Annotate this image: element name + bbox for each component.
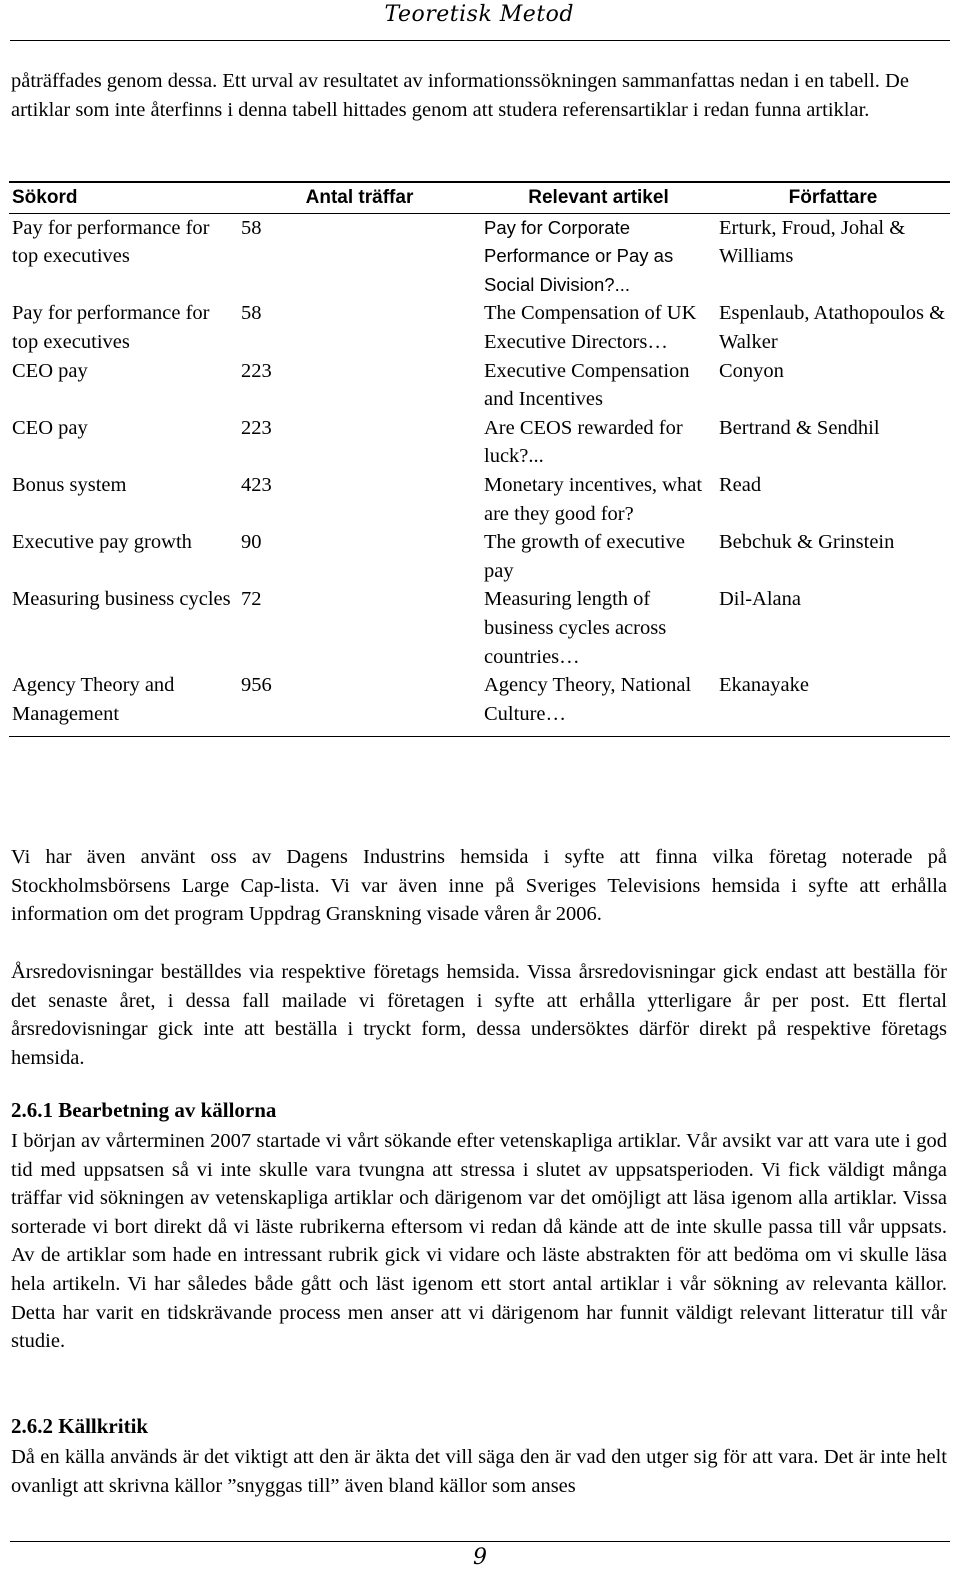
table-header-row bbox=[9, 182, 950, 213]
header-keyword: Sökord bbox=[9, 182, 238, 213]
cell-article: Measuring length of business cycles across countries… bbox=[484, 588, 667, 668]
cell-hits: 223 bbox=[241, 359, 272, 382]
paragraph-dagens-industri: Vi har även använt oss av Dagens Industrins hemsida i syfte att finna vilka företag noterade på Stockholmsbörsens Large Cap-lista. Vi var även inne på Sveriges Televisions hemsida i syfte att erhålla information om det program Uppdrag Granskning visade våren år 2006. bbox=[11, 846, 947, 926]
header-hits: Antal träffar bbox=[238, 182, 481, 213]
cell-keyword: CEO pay bbox=[12, 416, 88, 439]
section-heading-bearbetning: 2.6.1 Bearbetning av källorna bbox=[11, 1098, 277, 1122]
table-row bbox=[9, 585, 950, 671]
header-divider bbox=[10, 40, 950, 41]
cell-authors: Conyon bbox=[719, 359, 784, 382]
search-results-table bbox=[9, 181, 950, 737]
cell-hits: 90 bbox=[241, 531, 262, 554]
table-row bbox=[9, 414, 950, 471]
cell-hits: 72 bbox=[241, 588, 262, 611]
cell-authors: Erturk, Froud, Johal & Williams bbox=[719, 216, 906, 268]
table-row bbox=[9, 671, 950, 737]
cell-hits: 58 bbox=[241, 302, 262, 325]
cell-keyword: Pay for performance for top executives bbox=[12, 216, 210, 268]
cell-hits: 956 bbox=[238, 671, 481, 737]
header-article: Relevant artikel bbox=[481, 182, 716, 213]
intro-paragraph: påträffades genom dessa. Ett urval av resultatet av informationssökningen sammanfattas nedan i en tabell. De artiklar som inte återfinns i denna tabell hittades genom att studera referensartiklar i redan funna artiklar. bbox=[11, 70, 909, 121]
cell-article: Agency Theory, National Culture… bbox=[481, 671, 716, 737]
cell-article: Monetary incentives, what are they good for? bbox=[484, 473, 703, 525]
table-row bbox=[9, 528, 950, 585]
cell-article: The Compensation of UK Executive Directors… bbox=[484, 302, 697, 353]
cell-authors: Espenlaub, Atathopoulos & Walker bbox=[719, 302, 946, 353]
cell-keyword: Bonus system bbox=[12, 473, 127, 496]
cell-authors: Ekanayake bbox=[716, 671, 950, 737]
cell-hits: 58 bbox=[241, 216, 262, 239]
cell-authors: Bertrand & Sendhil bbox=[719, 416, 880, 439]
cell-keyword: Pay for performance for top executives bbox=[12, 302, 210, 353]
cell-keyword: Executive pay growth bbox=[12, 531, 192, 554]
cell-hits: 423 bbox=[241, 473, 272, 496]
paragraph-bearbetning: I början av vårterminen 2007 startade vi vårt sökande efter vetenskapliga artiklar. Vår avsikt var att vara ute i god tid med uppsatsen så vi inte skulle vara tvungna att stressa i slutet av uppsatsperioden. Vi fick väldigt många träffar vid sökningen av vetenskapliga artiklar och därigenom var det omöjligt att läsa igenom alla artiklar. Vissa sorterade vi bort direkt då vi läste rubrikerna eftersom vi redan då kände att de inte skulle passa till vår uppsats. Av de artiklar som hade en intressant rubrik gick vi vidare och läste abstrakten för att bedöma om vi skulle läsa hela artikeln. Vi har således både gått och läst igenom ett stort antal artiklar i vår sökning av relevanta källor. Detta har varit en tidskrävande process men anser att vi därigenom har funnit väldigt relevant litteratur till vår studie. bbox=[11, 1130, 947, 1353]
cell-hits: 223 bbox=[241, 416, 272, 439]
table-row bbox=[9, 471, 950, 528]
cell-authors: Bebchuk & Grinstein bbox=[719, 531, 895, 554]
paragraph-arsredovisningar: Årsredovisningar beställdes via respektive företags hemsida. Vissa årsredovisningar gick endast att beställa för det senaste året, i dessa fall mailade vi företagen i syfte att erhålla ytterligare år per post. Ett flertal årsredovisningar gick inte att beställa i tryckt form, dessa undersöktes därför direkt på respektive företags hemsida. bbox=[11, 961, 947, 1069]
cell-authors: Dil-Alana bbox=[719, 588, 801, 611]
cell-article: Are CEOS rewarded for luck?... bbox=[484, 416, 683, 468]
cell-article: Pay for Corporate Performance or Pay as Social Division?... bbox=[484, 216, 674, 295]
cell-authors: Read bbox=[719, 473, 762, 496]
running-header-title: Teoretisk Metod bbox=[384, 2, 574, 27]
footer-divider bbox=[10, 1541, 950, 1542]
table-row bbox=[9, 357, 950, 414]
cell-article: The growth of executive pay bbox=[484, 531, 685, 582]
paragraph-kallkritik: Då en källa används är det viktigt att den är äkta det vill säga den är vad den utger sig för att vara. Det är inte helt ovanligt att skrivna källor ”snyggas till” även bland källor som anses bbox=[11, 1446, 947, 1497]
cell-keyword: CEO pay bbox=[12, 359, 88, 382]
table-row bbox=[9, 213, 950, 299]
table-row bbox=[9, 299, 950, 356]
page-number: 9 bbox=[473, 1545, 487, 1570]
cell-keyword: Agency Theory and Management bbox=[9, 671, 238, 737]
cell-keyword: Measuring business cycles bbox=[12, 588, 231, 611]
header-authors: Författare bbox=[716, 182, 950, 213]
section-heading-kallkritik: 2.6.2 Källkritik bbox=[11, 1414, 149, 1438]
cell-article: Executive Compensation and Incentives bbox=[484, 359, 690, 411]
